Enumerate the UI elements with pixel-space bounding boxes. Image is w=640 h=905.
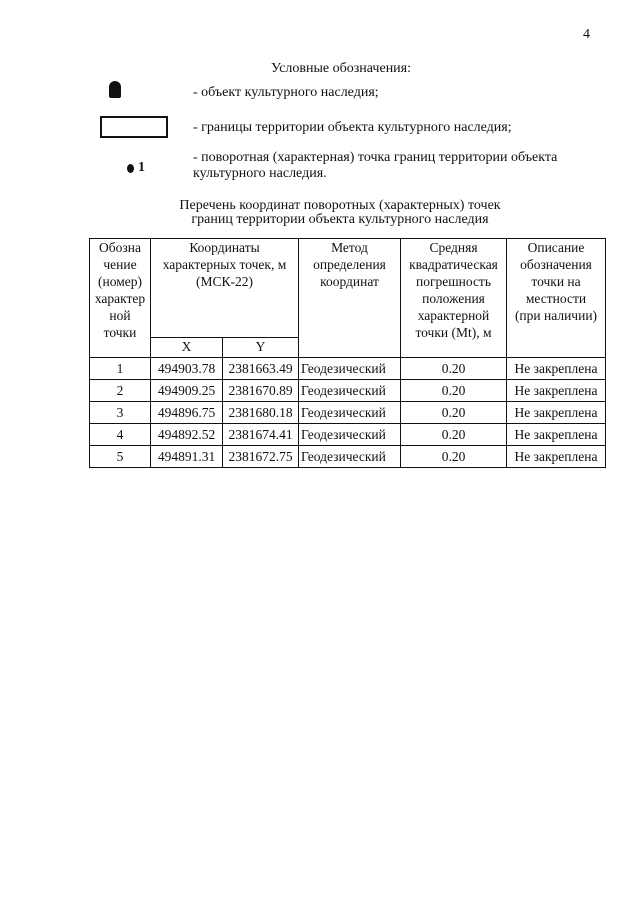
coordinates-table (89, 238, 606, 468)
legend-point-text-line2: культурного наследия. (193, 166, 327, 181)
table-row (90, 380, 606, 402)
cell-y: 2381670.89 (223, 380, 299, 402)
cell-description: Не закреплена (507, 424, 606, 446)
cell-num: 5 (90, 446, 151, 468)
table-title-line2: границ территории объекта культурного наследия (191, 212, 489, 227)
header-y: Y (223, 338, 299, 358)
turning-point-icon (127, 160, 145, 176)
cell-y: 2381674.41 (223, 424, 299, 446)
cell-method: Геодезический (299, 424, 401, 446)
table-row (90, 424, 606, 446)
cell-method: Геодезический (299, 446, 401, 468)
boundary-rectangle-icon (100, 116, 168, 138)
cell-method: Геодезический (299, 402, 401, 424)
cell-num: 2 (90, 380, 151, 402)
cell-description: Не закреплена (507, 402, 606, 424)
cell-description: Не закреплена (507, 358, 606, 380)
legend-point-text (193, 150, 557, 182)
cell-description: Не закреплена (507, 446, 606, 468)
cell-error: 0.20 (401, 358, 507, 380)
cell-x: 494909.25 (151, 380, 223, 402)
cell-description: Не закреплена (507, 380, 606, 402)
legend-point-text-line1: - поворотная (характерная) точка границ территории объекта (193, 150, 558, 165)
cell-method: Геодезический (299, 380, 401, 402)
legend-boundary-text: - границы территории объекта культурного наследия; (193, 120, 512, 135)
header-x: X (151, 338, 223, 358)
cell-y: 2381672.75 (223, 446, 299, 468)
header-error: Средняя квадратическая погрешность положения характерной точки (Mt), м (401, 239, 507, 358)
cell-method: Геодезический (299, 358, 401, 380)
legend-monument-text: - объект культурного наследия; (193, 85, 379, 100)
table-row (90, 358, 606, 380)
cell-error: 0.20 (401, 402, 507, 424)
point-marker-label: 1 (138, 160, 145, 175)
table-title-line1: Перечень координат поворотных (характерных) точек (179, 198, 501, 213)
cell-x: 494903.78 (151, 358, 223, 380)
cell-y: 2381680.18 (223, 402, 299, 424)
header-method: Метод определения координат (299, 239, 401, 358)
point-dot-icon (127, 164, 134, 173)
table-row (90, 446, 606, 468)
cell-x: 494896.75 (151, 402, 223, 424)
table-row (90, 402, 606, 424)
header-description: Описание обозначения точки на местности (при наличии) (507, 239, 606, 358)
cell-x: 494891.31 (151, 446, 223, 468)
cell-num: 4 (90, 424, 151, 446)
cell-error: 0.20 (401, 446, 507, 468)
cell-num: 3 (90, 402, 151, 424)
page-number: 4 (583, 27, 590, 42)
cell-x: 494892.52 (151, 424, 223, 446)
monument-icon (109, 81, 121, 98)
header-designation: Обозна чение (номер) характер ной точки (90, 239, 151, 358)
cell-error: 0.20 (401, 424, 507, 446)
cell-y: 2381663.49 (223, 358, 299, 380)
legend-title: Условные обозначения: (270, 61, 412, 76)
header-coordinates: Координаты характерных точек, м (МСК-22) (151, 239, 299, 338)
table-title (145, 199, 535, 227)
cell-error: 0.20 (401, 380, 507, 402)
cell-num: 1 (90, 358, 151, 380)
